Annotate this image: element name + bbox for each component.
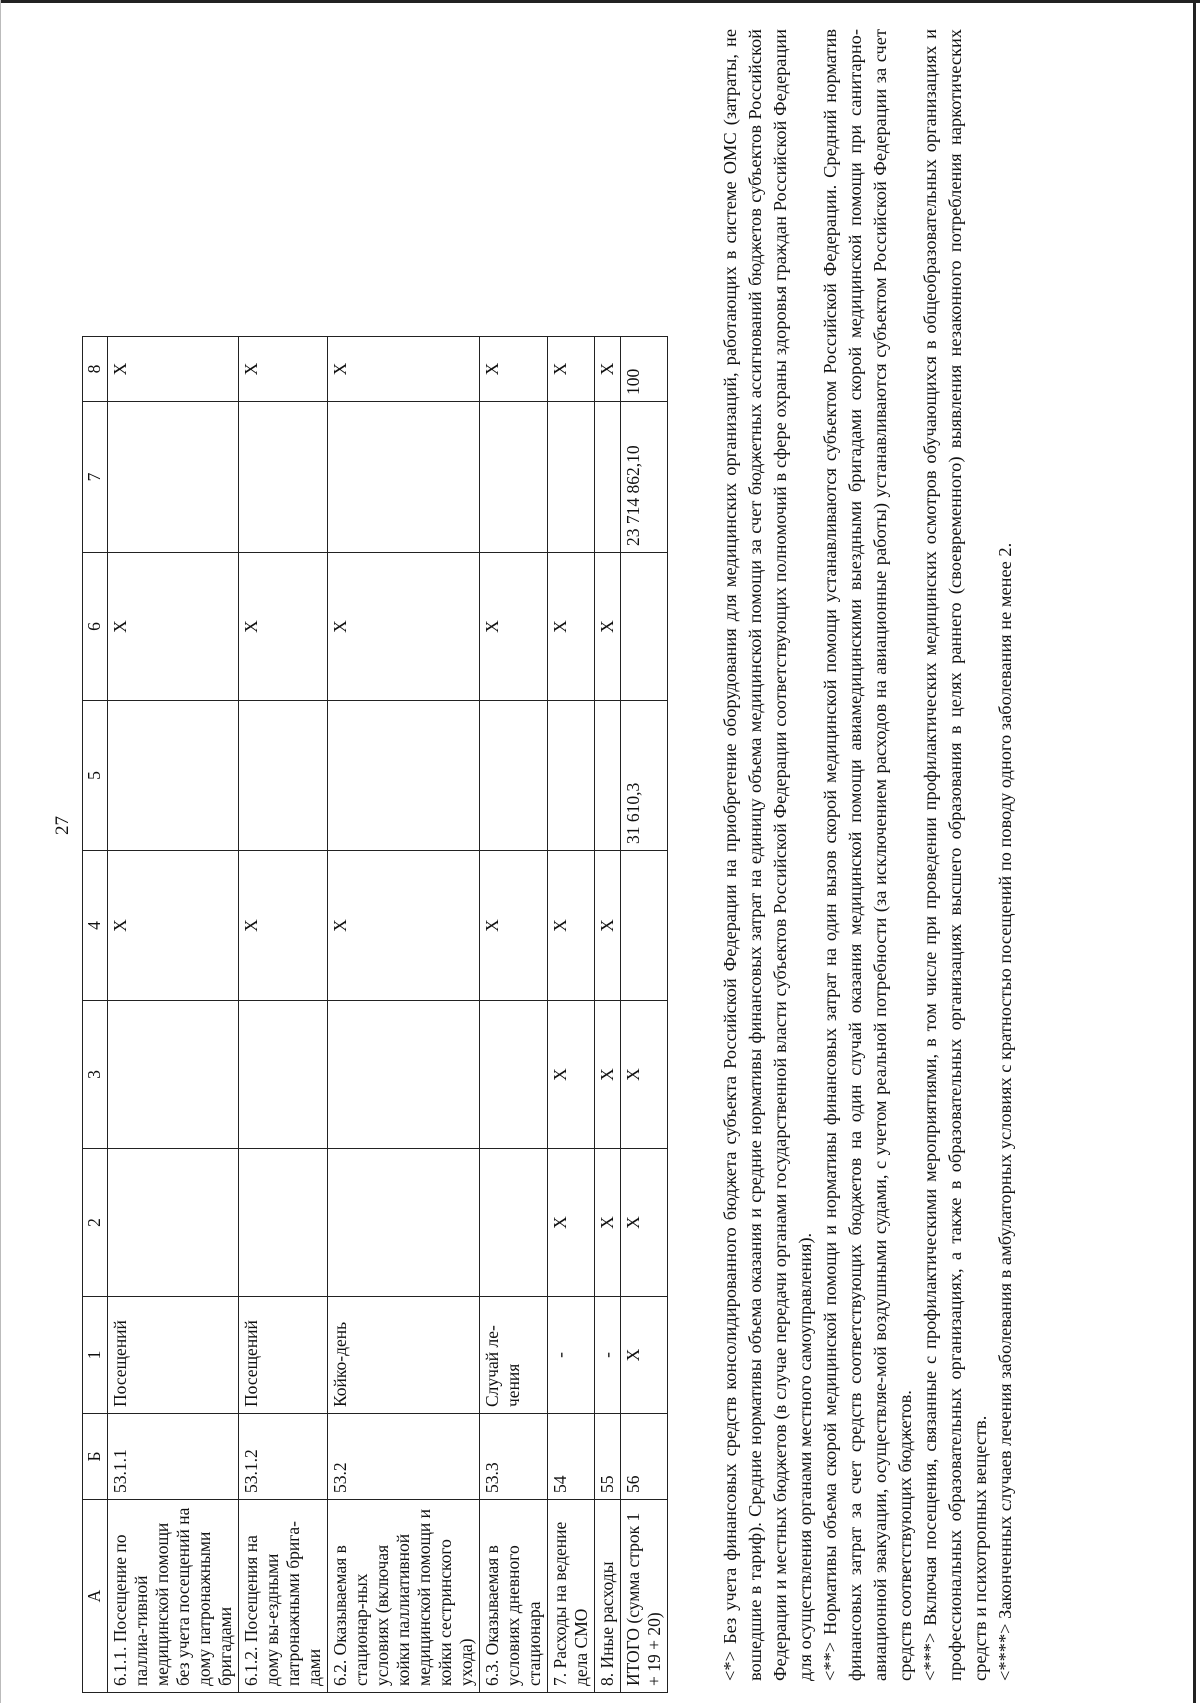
- table-cell: [108, 402, 239, 553]
- unit-cell: -: [548, 1297, 595, 1414]
- row-label-cell: 6.1.2. Посещения на дому вы-ездными патронажными брига-дами: [239, 1500, 328, 1693]
- row-code-cell: 56: [621, 1414, 668, 1500]
- row-code-cell: 53.1.2: [239, 1414, 328, 1500]
- table-cell: [595, 701, 621, 851]
- header-cell: 1: [83, 1297, 108, 1414]
- table-cell: X: [239, 553, 328, 701]
- row-label-cell: 6.3. Оказываемая в условиях дневного стационара: [480, 1500, 548, 1693]
- table-row: [239, 337, 328, 1693]
- table-cell: X: [480, 851, 548, 1001]
- table-row-total: [621, 337, 668, 1693]
- table-cell: [108, 701, 239, 851]
- row-label-cell: ИТОГО (сумма строк 1 + 19 + 20): [621, 1500, 668, 1693]
- table-cell: X: [548, 337, 595, 402]
- row-label-cell: 8. Иные расходы: [595, 1500, 621, 1693]
- header-cell: 2: [83, 1149, 108, 1297]
- table-cell: [239, 402, 328, 553]
- table-cell: X: [595, 1149, 621, 1297]
- row-code-cell: 54: [548, 1414, 595, 1500]
- table-cell: [480, 1001, 548, 1149]
- row-code-cell: 53.2: [328, 1414, 480, 1500]
- table-cell: [239, 1001, 328, 1149]
- row-code-cell: 53.1.1: [108, 1414, 239, 1500]
- table-cell: X: [328, 851, 480, 1001]
- table-cell: [480, 701, 548, 851]
- total-volume-cell: 31 610,3: [621, 701, 668, 851]
- statistics-table: [82, 336, 668, 1693]
- table-header-row: [83, 337, 108, 1693]
- unit-cell: -: [595, 1297, 621, 1414]
- table-cell: X: [108, 851, 239, 1001]
- table-cell: [548, 701, 595, 851]
- table-cell: [328, 1001, 480, 1149]
- table-row: [328, 337, 480, 1693]
- table-row: [548, 337, 595, 1693]
- footnotes: [718, 29, 1018, 1681]
- unit-cell: Койко-день: [328, 1297, 480, 1414]
- table-cell: [108, 1001, 239, 1149]
- table-cell: [621, 553, 668, 701]
- unit-cell: Случай ле-чения: [480, 1297, 548, 1414]
- header-cell: 8: [83, 337, 108, 402]
- table-cell: X: [548, 553, 595, 701]
- table-cell: [328, 701, 480, 851]
- header-cell: 5: [83, 701, 108, 851]
- table-cell: [480, 1149, 548, 1297]
- table-cell: X: [328, 553, 480, 701]
- table-cell: X: [621, 1001, 668, 1149]
- footnote: <****> Законченных случаев лечения заболевания в амбулаторных условиях с кратностью посещений по поводу одного заболевания не менее 2.: [995, 542, 1015, 1681]
- header-cell: 4: [83, 851, 108, 1001]
- table-body: [83, 337, 668, 1693]
- table-row: [595, 337, 621, 1693]
- table-cell: X: [548, 1001, 595, 1149]
- header-cell: А: [83, 1500, 108, 1693]
- table-cell: X: [108, 337, 239, 402]
- table-cell: X: [548, 851, 595, 1001]
- table-cell: X: [548, 1149, 595, 1297]
- table-cell: [548, 402, 595, 553]
- table-cell: X: [621, 1149, 668, 1297]
- footnote: <***> Включая посещения, связанные с профилактическими мероприятиями, в том числе при проведении профилактических медицинских осмотров обучающихся в общеобразовательных организациях и профессиональных образовательных организациях, а также в образовательных организациях высшего образования в целях раннего (своевременного) выявления незаконного потребления наркотических средств и психотропных веществ.: [920, 29, 990, 1681]
- table-row: [108, 337, 239, 1693]
- row-label-cell: 7. Расходы на ведение дела СМО: [548, 1500, 595, 1693]
- table-cell: X: [328, 337, 480, 402]
- table-cell: X: [480, 337, 548, 402]
- table-cell: [480, 402, 548, 553]
- total-percent-cell: 100: [621, 337, 668, 402]
- row-code-cell: 55: [595, 1414, 621, 1500]
- table-cell: [239, 701, 328, 851]
- unit-cell: X: [621, 1297, 668, 1414]
- table-cell: [108, 1149, 239, 1297]
- page-number: 27: [52, 816, 73, 835]
- row-label-cell: 6.1.1. Посещение по паллиа-тивной медицинской помощи без учета посещений на дому патронажными бригадами: [108, 1500, 239, 1693]
- total-cost-cell: 23 714 862,10: [621, 402, 668, 553]
- unit-cell: Посещений: [239, 1297, 328, 1414]
- header-cell: 6: [83, 553, 108, 701]
- table-cell: X: [595, 337, 621, 402]
- row-label-cell: 6.2. Оказываемая в стационар-ных условиях (включая койки паллиативной медицинской помощи и койки сестринского ухода): [328, 1500, 480, 1693]
- table-row: [480, 337, 548, 1693]
- table-cell: X: [239, 337, 328, 402]
- table-cell: [328, 402, 480, 553]
- table-cell: [328, 1149, 480, 1297]
- header-cell: 3: [83, 1001, 108, 1149]
- header-cell: Б: [83, 1414, 108, 1500]
- table-cell: X: [595, 1001, 621, 1149]
- unit-cell: Посещений: [108, 1297, 239, 1414]
- table-cell: [239, 1149, 328, 1297]
- table-cell: X: [239, 851, 328, 1001]
- table-cell: [621, 851, 668, 1001]
- row-code-cell: 53.3: [480, 1414, 548, 1500]
- table-cell: [595, 402, 621, 553]
- table-cell: X: [595, 553, 621, 701]
- footnote: <*> Без учета финансовых средств консолидированного бюджета субъекта Российской Федерации на приобретение оборудования для медицинских организаций, работающих в системе ОМС (затраты, не вошедшие в тариф). Средние нормативы объема оказания и средние нормативы финансовых затрат на единицу объема медицинской помощи за счет бюджетных ассигнований бюджетов субъектов Российской Федерации и местных бюджетов (в случае передачи органами государственной власти субъектов Российской Федерации соответствующих полномочий в сфере охраны здоровья граждан Российской Федерации для осуществления органами местного самоуправления).: [720, 29, 815, 1681]
- footnote: <**> Нормативы объема скорой медицинской помощи и нормативы финансовых затрат на один вызов скорой медицинской помощи устанавливаются субъектом Российской Федерации. Средний норматив финансовых затрат за счет средств соответствующих бюджетов на один случай оказания медицинской помощи авиамедицинскими выездными бригадами скорой медицинской помощи при санитарно-авиационной эвакуации, осуществляе-мой воздушными судами, с учетом реальной потребности (за исключением расходов на авиационные работы) устанавливаются субъектом Российской Федерации за счет средств соответствующих бюджетов.: [820, 29, 915, 1681]
- table-cell: X: [480, 553, 548, 701]
- table-cell: X: [108, 553, 239, 701]
- header-cell: 7: [83, 402, 108, 553]
- table-cell: X: [595, 851, 621, 1001]
